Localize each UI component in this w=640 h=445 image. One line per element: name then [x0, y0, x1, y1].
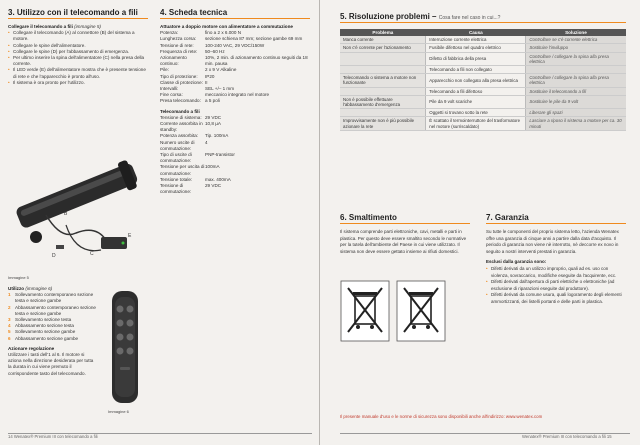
spec-value: 100mA	[205, 164, 220, 170]
cell-solution: Liberare gli spazi	[526, 109, 626, 117]
use-item-number: 4	[8, 323, 11, 329]
setup-bullet-item: • Il LED verde (E) dell'alimentatore mostra che è presente tensione di rete e che l'apparecchio è pronto all'uso.	[8, 67, 148, 79]
use-list-item	[8, 336, 96, 342]
spec-row	[160, 121, 310, 133]
spec-value: 50–60 Hz	[205, 48, 225, 54]
troubleshooting-table	[340, 29, 626, 131]
spec-row	[160, 55, 310, 67]
cell-problem	[340, 87, 426, 95]
spec-value: 4	[205, 139, 208, 145]
spec-value: 2 x 9 V Alkaline	[205, 67, 237, 73]
spec-key: Tensione di commutazione:	[160, 183, 192, 195]
left-footer-rule	[8, 433, 312, 434]
adjust-text: Utilizzare i tasti dell'1 al 6. Il motore si aziona nella direzione desiderata per tutta la durata in cui viene premuto il corrispondente tasto del telecomando.	[8, 352, 94, 376]
cell-cause: Pile da 9 volt scariche	[426, 95, 526, 108]
use-item-text: Sollevamento sezione gambe	[15, 329, 76, 335]
table-row	[340, 36, 626, 44]
warranty-text: Su tutte le componenti del proprio sistema letto, l'azienda Wenatex offre una garanzia di cinque anni a partire dalla data d'acquisto. Il periodo di garanzia non viene nè interrotto, nè deccorre ex novo in seguito a nostri interventi prestati in garanzia.	[486, 229, 619, 254]
cell-cause: Difetto di fabbrica della presa	[426, 52, 526, 65]
section-3-title: 3. Utilizzo con il telecomando a fili	[8, 8, 148, 19]
setup-bullet-item: • Collegare le spine (D) per l'abbassamento di emergenza.	[8, 49, 148, 55]
table-row	[340, 74, 626, 87]
table-row	[340, 52, 626, 65]
cell-cause: È scattato il termointerruttore del trasformatore nel motore (surriscaldato)	[426, 117, 526, 130]
setup-bullet-item: • Collegare il telecomando (A) al connettore (B) del sistema a motore.	[8, 30, 148, 42]
use-item-number: 2	[8, 304, 11, 310]
use-item-number: 5	[8, 329, 11, 335]
use-item-text: Sollevamento contemporaneo sezione testa e sezione gambe	[15, 292, 94, 304]
spec-value: fino a 2 x 6.000 N	[205, 30, 242, 36]
right-footer-rule	[340, 433, 630, 434]
spec-key: Tensione di rete:	[160, 42, 194, 48]
spec-key: Classe di protezione:	[160, 79, 203, 85]
use-numbered-list	[8, 292, 96, 342]
use-item-text: Sollevamento sezione testa	[15, 317, 72, 323]
spec-key: Azionamento continuo:	[160, 55, 187, 67]
crossed-bin-icon	[340, 280, 390, 342]
table-row	[340, 87, 626, 95]
table-header-row	[340, 29, 626, 36]
spec-value: sezione schiena 87 mm; sezione gambe 69 mm	[205, 36, 303, 42]
use-list-item	[8, 292, 96, 304]
spec-key: Intervalli:	[160, 86, 179, 92]
svg-text:B: B	[64, 211, 68, 217]
use-title-ref: (immagine 6)	[25, 286, 53, 291]
use-item-text: Abbassamento sezione gambe	[15, 335, 79, 341]
spec-key: Tensione per uscita di commutazione:	[160, 164, 205, 176]
cell-solution: Sostituire l'inviluppo	[526, 44, 626, 52]
spec-key: Fine corsa:	[160, 92, 183, 98]
cell-solution	[526, 66, 626, 74]
svg-text:D: D	[52, 253, 56, 259]
spec-value: IP20	[205, 73, 215, 79]
remote-spec-table	[160, 115, 310, 196]
motor-spec-title: Attuatore a doppio motore con alimentatore a commutazione	[160, 24, 293, 29]
setup-bullet-item: • Per ultimo inserire la spina dell'alimentatore (C) nella presa della corrente.	[8, 55, 148, 67]
cell-problem: Non è possibile effettuare l'abbassamento d'emergenza	[340, 95, 426, 108]
cell-solution: Sostituire il telecomando a fili	[526, 87, 626, 95]
section-6-text: Il sistema comprende parti elettroniche, cavi, metalli e parti in plastica. Per questo deve essere smaltito secondo le normative per la tutela dell'ambiente del Paese in cui viene utilizzato. Il sistema non deve essere gettato insieme ai rifiuti domestici.	[340, 229, 467, 254]
section-6-title: 6. Smaltimento	[340, 213, 470, 224]
spec-value: 10,8 µA	[205, 121, 221, 127]
online-manual-note: Il presente manuale d'uso e le norme di sicurezza sono disponibili anche all'indirizzo: www.wenatex.com	[340, 414, 543, 419]
cell-problem: Manca corrente	[340, 36, 426, 44]
spec-key: Numero uscite di commutazione:	[160, 139, 195, 151]
crossed-bin-battery-icon	[396, 280, 446, 342]
spec-row	[160, 183, 310, 195]
cell-solution: Controllare / collegare la spina alla presa elettrica	[526, 74, 626, 87]
spec-value: 29 VDC	[205, 114, 222, 120]
section-5-title	[340, 12, 626, 23]
spec-row	[160, 152, 310, 164]
right-footer: Wenatex® Premium III con telecomando a fili 15	[522, 434, 612, 439]
col-header-problem: Problema	[340, 29, 426, 36]
cell-solution: Sostituire le pile da 9 volt	[526, 95, 626, 108]
cell-cause: Fusibile difettoso nel quadro elettrico	[426, 44, 526, 52]
warranty-exclusion-item: • Difetti derivati da comune usura, quali logoramento degli elementi ammortizzanti, dei listelli portanti e delle parti in plastica.	[486, 292, 626, 305]
spec-row	[160, 140, 310, 152]
section-5-title-sub: Cosa fare nel caso in cui...?	[438, 15, 501, 21]
spec-row	[160, 164, 310, 176]
cell-problem: Improvvisamente non è più possibile azionare la rete	[340, 117, 426, 130]
cell-problem: Non c'è corrente per l'azionamento	[340, 44, 426, 52]
spec-value: meccanico integrato nel motore	[205, 92, 270, 98]
use-item-text: Abbassamento sezione testa	[15, 323, 74, 329]
spec-value: 29 VDC	[205, 183, 222, 189]
cell-cause: Telecomando a fili non collegato	[426, 66, 526, 74]
spec-value: SEL +/– 1 mm	[205, 86, 235, 92]
section-3-use	[8, 286, 96, 377]
spec-key: Potenza:	[160, 30, 179, 36]
spec-value: II	[205, 79, 208, 85]
image-6-caption: Immagine 6	[108, 409, 129, 414]
remote-spec-title: Telecomando a fili	[160, 108, 200, 114]
spec-key: Tensione totale:	[160, 176, 193, 182]
use-item-number: 1	[8, 292, 11, 298]
warranty-exclusions-title: Esclusi dalla garanzia sono:	[486, 259, 547, 265]
section-4-title: 4. Scheda tecnica	[160, 8, 310, 19]
cell-solution: Controllare se c'è corrente elettrica	[526, 36, 626, 44]
warranty-exclusion-item: • Difetti derivati da un utilizzo improprio, quali ad es. uso con violenza, sovraccarico, modifiche eseguite da l'acquirente, ecc.	[486, 266, 626, 279]
warranty-exclusions-list	[486, 266, 626, 306]
table-row	[340, 66, 626, 74]
section-3-setup	[8, 24, 148, 86]
warranty-exclusion-item: • Difetti derivati dall'apertura di parti elettriche o elettroniche (ad esclusione di riparazioni eseguite dal produttore).	[486, 279, 626, 292]
spec-value: a 5 poli	[205, 98, 220, 104]
adjust-title: Azionare regolazione	[8, 345, 55, 351]
use-item-text: Abbassamento contemporaneo sezione testa e sezione gambe	[15, 304, 96, 316]
svg-text:C: C	[90, 251, 94, 257]
cell-cause: Interruzione corrente elettrica	[426, 36, 526, 44]
motor-spec-table	[160, 30, 310, 104]
table-row	[340, 117, 626, 130]
use-list-item	[8, 305, 96, 317]
cell-problem	[340, 52, 426, 65]
cell-cause: Apparecchio non collegato alla presa elettrica	[426, 74, 526, 87]
spec-key: Pile:	[160, 67, 169, 73]
spec-key: Frequenza di rete:	[160, 48, 198, 54]
use-item-number: 6	[8, 335, 11, 341]
setup-subtitle-ref: (immagine 5)	[74, 24, 101, 29]
section-4-specs	[160, 24, 310, 195]
cell-cause: Oggetti si trovano sotto la rete	[426, 109, 526, 117]
col-header-solution: Soluzione	[526, 29, 626, 36]
setup-bullet-item: • Il sistema è ora pronto per l'utilizzo.	[8, 80, 148, 86]
cell-problem	[340, 109, 426, 117]
setup-subtitle: Collegare il telecomando a fili	[8, 24, 73, 29]
image-6-remote-control	[106, 287, 146, 407]
image-5-motor-illustration	[6, 145, 146, 270]
cell-problem: Telecomando o sistema a motore non funzionante	[340, 74, 426, 87]
table-row	[340, 44, 626, 52]
section-7-title: 7. Garanzia	[486, 213, 626, 224]
cell-solution: Lasciare a riposo il sistema a motore per ca. 30 minuti	[526, 117, 626, 130]
spec-value: Tip. 100mA	[205, 133, 229, 139]
spec-value: 100-240 VAC, 29 VDC/150W	[205, 42, 265, 48]
use-title: Utilizzo	[8, 286, 25, 291]
spec-row	[160, 98, 310, 104]
use-item-number: 3	[8, 317, 11, 323]
spec-key: Tensione di sistema:	[160, 114, 202, 120]
cell-cause: Telecomando a fili difettoso	[426, 87, 526, 95]
cell-problem	[340, 66, 426, 74]
section-7-content	[486, 229, 626, 306]
spec-key: Tipo di uscite di commutazione:	[160, 152, 192, 164]
spec-key: Potenza assorbita:	[160, 133, 199, 139]
left-footer: 14 Wenatex® Premium III con telecomando a fili	[8, 434, 98, 439]
image-5-caption: Immagine 5	[8, 275, 29, 280]
spec-key: Presa telecomando:	[160, 98, 201, 104]
spec-key: Lunghezza corsa:	[160, 36, 197, 42]
spec-value: PNP-transistor	[205, 152, 235, 158]
table-row	[340, 95, 626, 108]
cell-solution: Controllare / collegare la spina alla presa elettrica	[526, 52, 626, 65]
table-row	[340, 109, 626, 117]
svg-text:E: E	[128, 233, 132, 239]
setup-bullet-list	[8, 30, 148, 86]
section-5-title-main: 5. Risoluzione problemi –	[340, 12, 437, 21]
setup-bullet-item: • Collegare le spine dell'alimentatore.	[8, 43, 148, 49]
spec-value: 10%, 2 min. di azionamento continuo seguiti da 18 min. pausa	[205, 55, 308, 67]
col-header-cause: Causa	[426, 29, 526, 36]
spec-key: Tipo di protezione:	[160, 73, 198, 79]
spec-key: Corrente assorbita in standby:	[160, 121, 203, 133]
spec-value: max. 400mA	[205, 176, 231, 182]
